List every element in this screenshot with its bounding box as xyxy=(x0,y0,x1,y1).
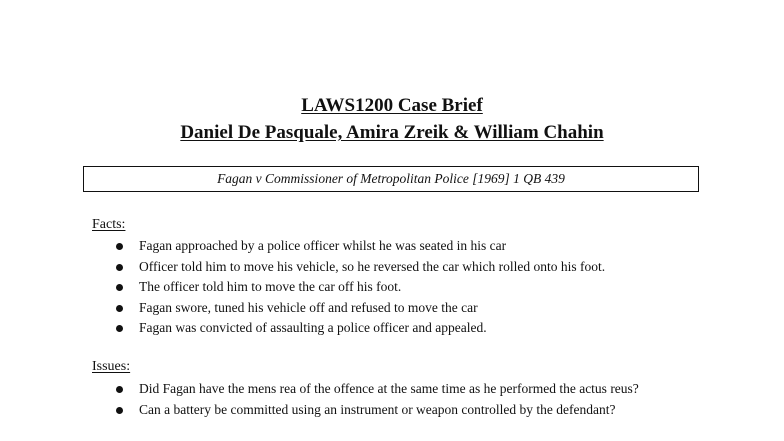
bullet-icon xyxy=(116,407,123,414)
bullet-icon xyxy=(116,325,123,332)
fact-item: Fagan approached by a police officer whilst he was seated in his car xyxy=(0,236,699,257)
case-citation-box xyxy=(83,166,699,192)
facts-heading: Facts: xyxy=(92,217,126,232)
fact-item: Officer told him to move his vehicle, so he reversed the car which rolled onto his foot. xyxy=(0,257,699,278)
issue-item: Did Fagan have the mens rea of the offence at the same time as he performed the actus reus? xyxy=(0,379,679,400)
facts-list xyxy=(0,236,699,339)
bullet-icon xyxy=(116,243,123,250)
document-title: LAWS1200 Case Brief xyxy=(301,95,483,116)
bullet-icon xyxy=(116,386,123,393)
fact-item: Fagan swore, tuned his vehicle off and refused to move the car xyxy=(0,298,699,319)
bullet-icon xyxy=(116,284,123,291)
issues-list xyxy=(0,379,679,420)
bullet-icon xyxy=(116,305,123,312)
issues-heading: Issues: xyxy=(92,359,131,374)
document-authors: Daniel De Pasquale, Amira Zreik & William Chahin xyxy=(180,122,604,143)
issue-item: Can a battery be committed using an instrument or weapon controlled by the defendant? xyxy=(0,400,679,421)
case-citation: Fagan v Commissioner of Metropolitan Police [1969] 1 QB 439 xyxy=(217,171,565,186)
fact-item: The officer told him to move the car off his foot. xyxy=(0,277,699,298)
bullet-icon xyxy=(116,264,123,271)
fact-item: Fagan was convicted of assaulting a police officer and appealed. xyxy=(0,318,699,339)
